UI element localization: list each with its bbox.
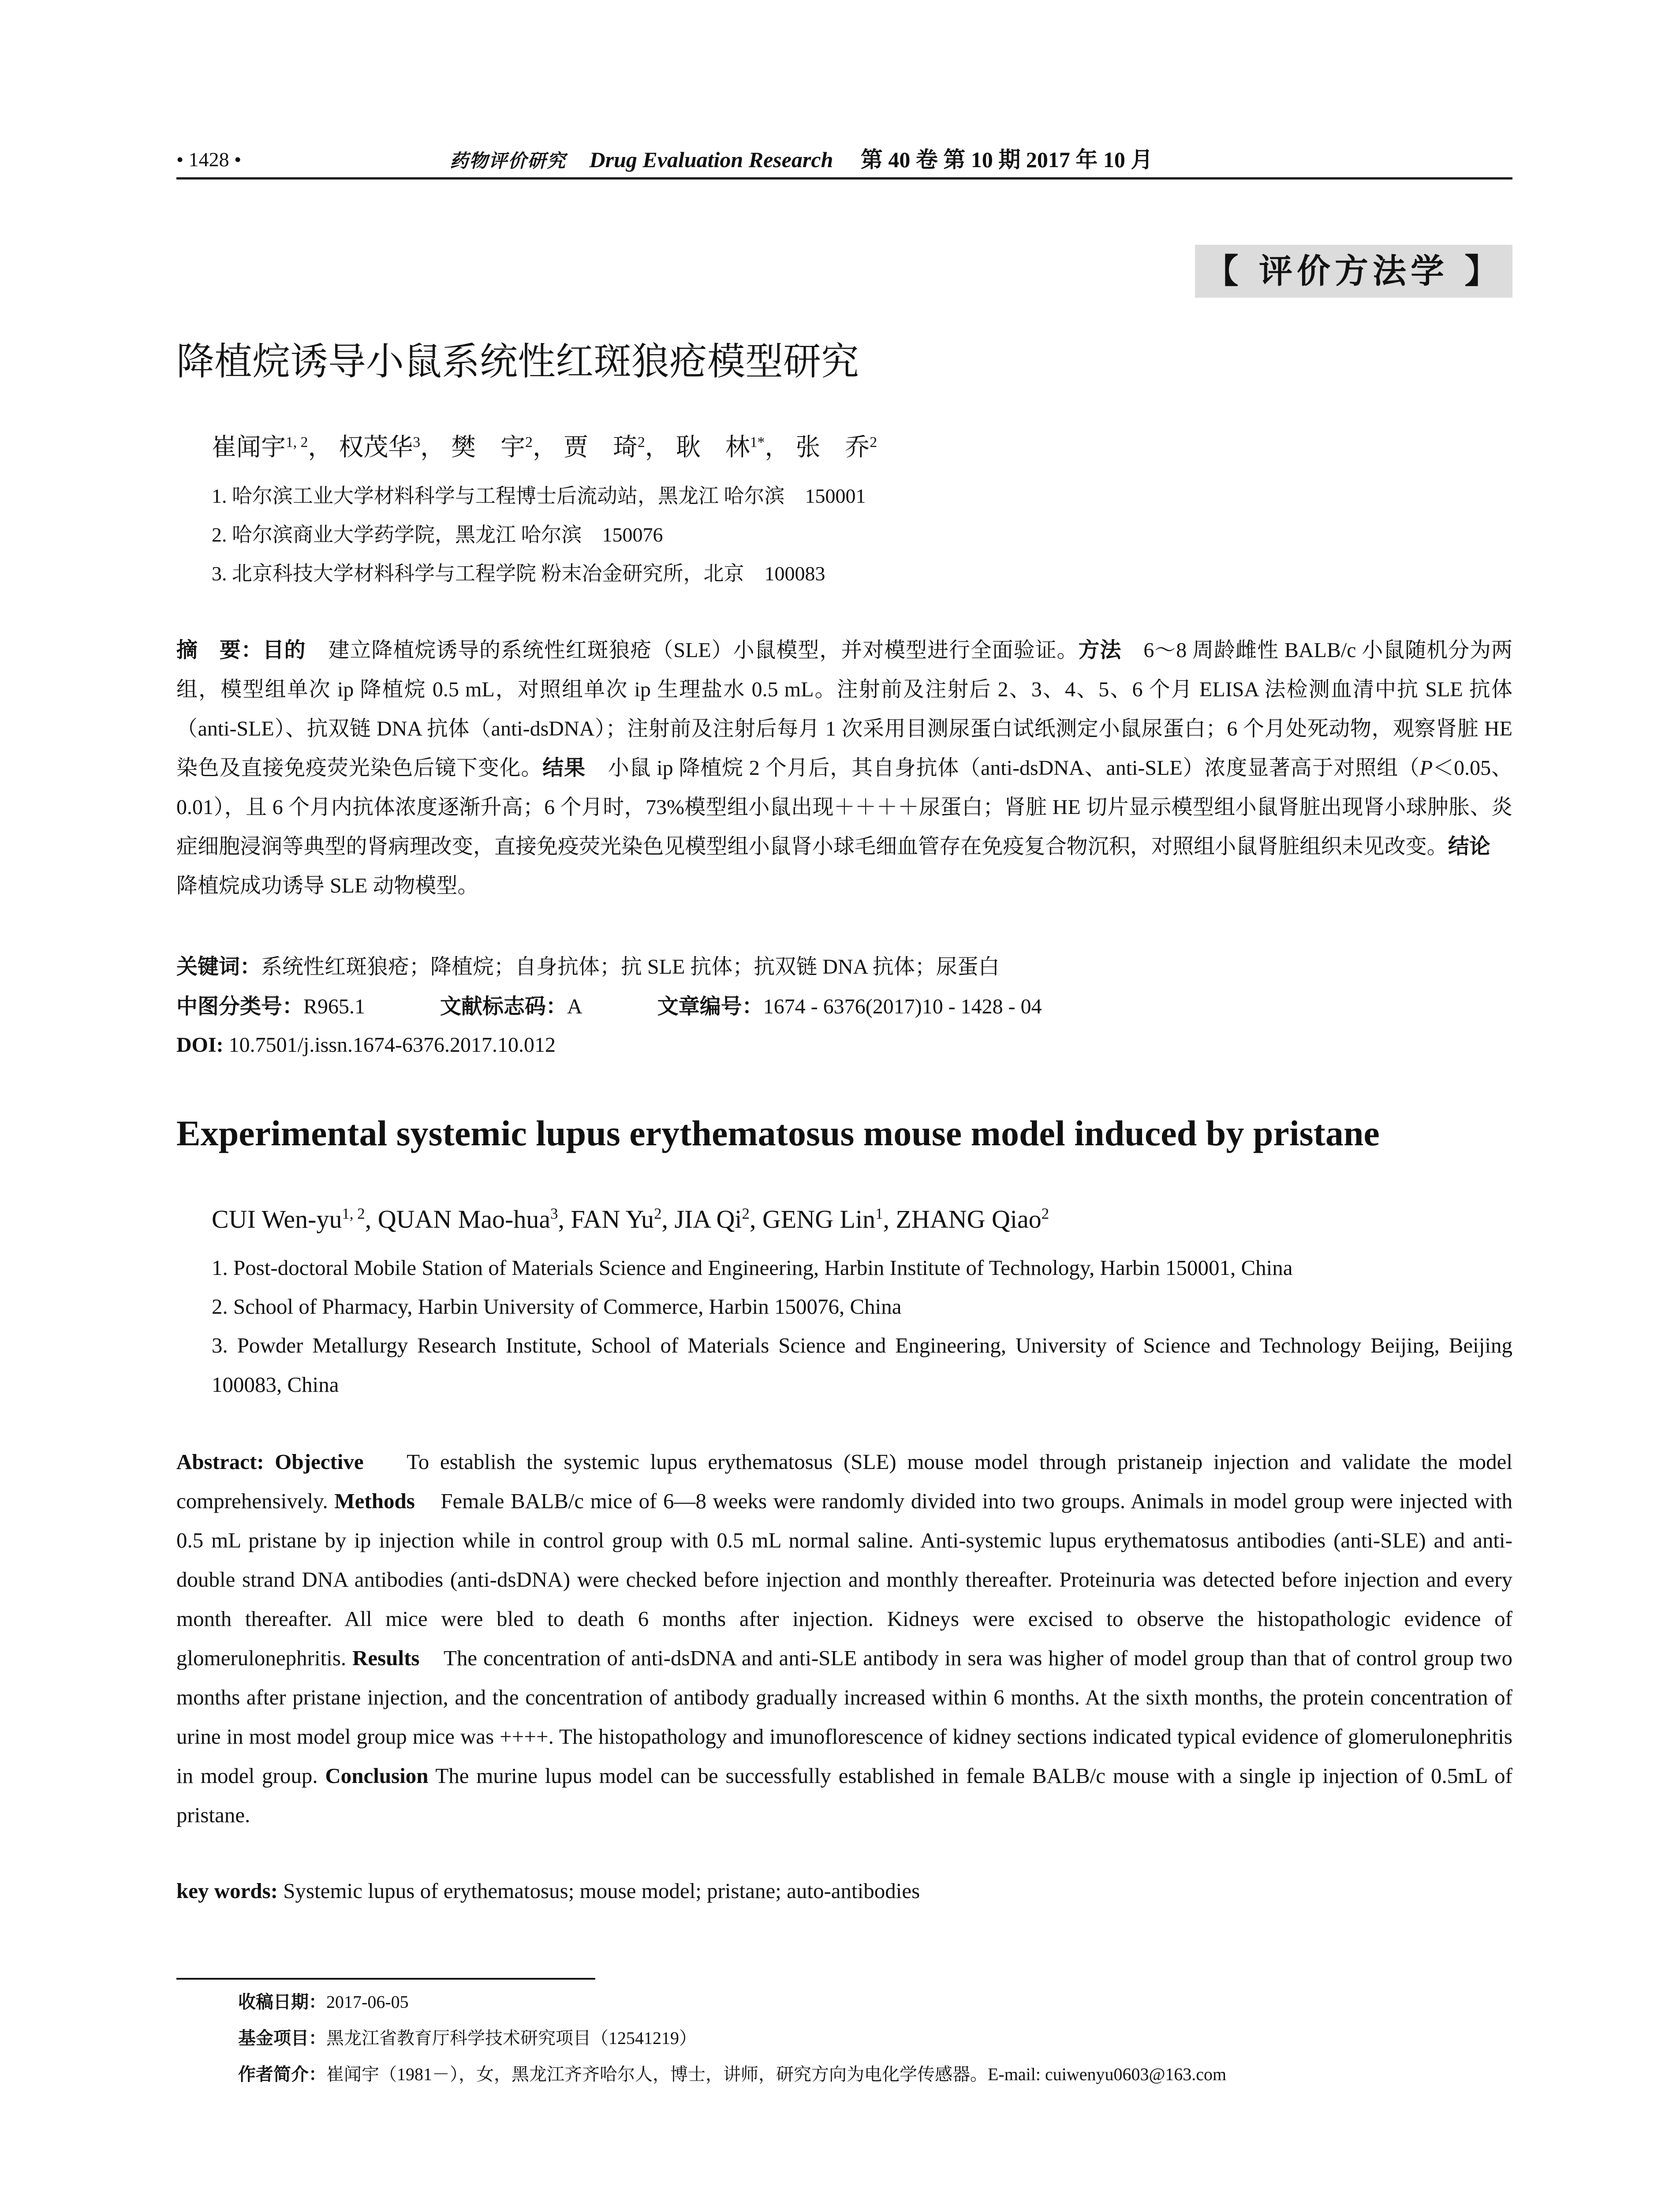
author-name: 崔闻宇: [212, 434, 286, 461]
classification-line: [176, 989, 1042, 1024]
author-name: 樊 宇: [451, 434, 526, 461]
author-bio-text: 崔闻宇（1981－），女，黑龙江齐齐哈尔人，博士，讲师，研究方向为电化学传感器。E-mail: cuiwenyu0603@163.com: [326, 2064, 1227, 2084]
author-affiliation-mark: 2: [637, 434, 645, 451]
affiliation-cn: 1. 哈尔滨工业大学材料科学与工程博士后流动站，黑龙江 哈尔滨 150001: [212, 485, 866, 507]
doi-label: DOI:: [176, 1033, 224, 1057]
fund-label: 基金项目：: [238, 2028, 326, 2048]
author-name: QUAN Mao-hua: [377, 1205, 551, 1233]
objective-text: To establish the systemic lupus erythematosus (SLE) mouse model through pristaneip injection and validate the model comprehensively.: [176, 1450, 1512, 1513]
footnote-fund: [238, 2021, 697, 2056]
objective-label: Objective: [275, 1450, 364, 1474]
abstract-label: Abstract:: [176, 1450, 264, 1474]
author-name: CUI Wen-yu: [212, 1205, 342, 1233]
affiliation-en: 3. Powder Metallurgy Research Institute, School of Materials Science and Engineering, University of Science and Technology Beijing, Beijing 100083, China: [212, 1333, 1512, 1397]
conclusion-text: The murine lupus model can be successfully established in female BALB/c mouse with a single ip injection of 0.5mL of pristane.: [176, 1764, 1512, 1827]
running-header: [176, 142, 1512, 177]
fund-text: 黑龙江省教育厅科学技术研究项目（12541219）: [326, 2028, 697, 2048]
title-en: Experimental systemic lupus erythematosus mouse model induced by pristane: [176, 1113, 1380, 1153]
author-affiliation-mark: 1: [875, 1205, 883, 1222]
journal-logo: 药物评价研究: [450, 151, 567, 172]
authors-en: CUI Wen-yu$^{1, 2}$, QUAN Mao-hua$^3$, FAN Yu$^2$, JIA Qi$^2$, GENG Lin$^1$, ZHANG Qiao$^2$: [212, 1205, 1049, 1233]
keywords-en: [176, 1873, 920, 1909]
author-affiliation-mark: 2: [525, 434, 533, 451]
objective-label: 目的: [262, 638, 306, 662]
affiliation-cn: 2. 哈尔滨商业大学药学院，黑龙江 哈尔滨 150076: [212, 523, 663, 546]
results-text: The concentration of anti-dsDNA and anti-SLE antibody in sera was higher of model group than that of control group two months after pristane injection, and the concentration of antibody gradually increased within 6 months. At the sixth months, the protein concentration of urine in most model group mice was ++++. The histopathology and imunoflorescence of kidney sections indicated typical evidence of glomerulonephritis in model group.: [176, 1646, 1513, 1788]
abstract-en: [176, 1442, 1512, 1835]
results-label: Results: [352, 1646, 420, 1670]
keywords-label: 关键词：: [176, 954, 261, 979]
affiliation-en: 1. Post-doctoral Mobile Station of Materials Science and Engineering, Harbin Institute of Technology, Harbin 150001, China: [212, 1256, 1293, 1280]
doc-code-value: A: [567, 995, 582, 1018]
author-affiliation-mark: 2: [870, 434, 877, 451]
title-cn: 降植烷诱导小鼠系统性红斑狼疮模型研究: [176, 340, 859, 384]
journal-issue: 第 40 卷 第 10 期 2017 年 10 月: [860, 147, 1153, 172]
methods-label: Methods: [334, 1489, 415, 1513]
results-label: 结果: [542, 755, 586, 780]
author-name: JIA Qi: [674, 1205, 742, 1233]
results-text: 小鼠 ip 降植烷 2 个月后，其自身抗体（anti-dsDNA、anti-SLE）浓度显著高于对照组（: [607, 756, 1420, 780]
p-value-symbol: P: [1419, 756, 1433, 780]
authors-cn: 崔闻宇$^{1, 2}$， 权茂华$^3$， 樊 宇$^2$， 贾 琦$^2$， 耿 林$^{1*}$， 张 乔$^2$: [212, 434, 877, 461]
clc-value: R965.1: [303, 995, 366, 1018]
keywords-text: Systemic lupus of erythematosus; mouse model; pristane; auto-antibodies: [283, 1879, 920, 1903]
header-rule: [176, 177, 1512, 179]
abstract-cn: [176, 631, 1512, 905]
received-date: 2017-06-05: [326, 1992, 409, 2012]
footnote-author: [238, 2057, 1226, 2092]
doc-code-label: 文献标志码：: [440, 994, 567, 1019]
journal-name: Drug Evaluation Research: [589, 147, 833, 172]
article-number-value: 1674 - 6376(2017)10 - 1428 - 04: [763, 995, 1042, 1018]
affiliation-cn: 3. 北京科技大学材料科学与工程学院 粉末冶金研究所，北京 100083: [212, 562, 825, 585]
results-text-cont: ＜0.05、0.01），且 6 个月内抗体浓度逐渐升高；6 个月时，73%模型组小鼠出现＋＋＋＋尿蛋白；肾脏 HE 切片显示模型组小鼠肾脏出现肾小球肿胀、炎症细胞浸润等典型的肾病理改变，直接免疫荧光染色见模型组小鼠肾小球毛细血管存在免疫复合物沉积，对照组小鼠肾脏组织未见改变。: [176, 756, 1512, 858]
keywords-cn: [176, 949, 1000, 985]
author-name: 耿 林: [676, 434, 750, 461]
doi-line: [176, 1028, 556, 1063]
author-bio-label: 作者简介：: [238, 2064, 326, 2085]
methods-text: Female BALB/c mice of 6—8 weeks were randomly divided into two groups. Animals in model group were injected with 0.5 mL pristane by ip injection while in control group with 0.5 mL normal saline. Anti-systemic lupus erythematosus antibodies (anti-SLE) and anti-double strand DNA antibodies (anti-dsDNA) were checked before injection and monthly thereafter. Proteinuria was detected before injection and every month thereafter. All mice were bled to death 6 months after injection. Kidneys were excised to observe the histopathologic evidence of glomerulonephritis.: [176, 1489, 1513, 1670]
abstract-label: 摘 要：: [176, 638, 263, 662]
keywords-text: 系统性红斑狼疮；降植烷；自身抗体；抗 SLE 抗体；抗双链 DNA 抗体；尿蛋白: [261, 955, 1000, 979]
author-affiliation-mark: 1, 2: [342, 1205, 365, 1222]
conclusion-label: Conclusion: [325, 1764, 429, 1788]
author-affiliation-mark: 2: [654, 1205, 662, 1222]
methods-label: 方法: [1078, 638, 1122, 662]
journal-info: [450, 142, 1153, 179]
author-name: ZHANG Qiao: [896, 1205, 1042, 1233]
received-label: 收稿日期：: [238, 1992, 326, 2012]
author-affiliation-mark: 1*: [750, 434, 765, 451]
conclusion-label: 结论: [1448, 834, 1490, 859]
author-name: 权茂华: [339, 434, 413, 461]
author-affiliation-mark: 3: [413, 434, 421, 451]
author-name: GENG Lin: [762, 1205, 876, 1233]
author-affiliation-mark: 3: [550, 1205, 558, 1222]
author-affiliation-mark: 2: [1041, 1205, 1049, 1222]
methods-text: 6～8 周龄雌性 BALB/c 小鼠随机分为两组，模型组单次 ip 降植烷 0.5 mL，对照组单次 ip 生理盐水 0.5 mL。注射前及注射后 2、3、4、5、6 个月 ELISA 法检测血清中抗 SLE 抗体（anti-SLE）、抗双链 DNA 抗体（anti-dsDNA）；注射前及注射后每月 1 次采用目测尿蛋白试纸测定小鼠尿蛋白；6 个月处死动物，观察肾脏 HE 染色及直接免疫荧光染色后镜下变化。: [176, 639, 1512, 780]
author-name: FAN Yu: [571, 1205, 654, 1233]
footnote-rule: [176, 1978, 595, 1980]
page-number: • 1428 •: [176, 148, 242, 171]
footnote-received: [238, 1984, 409, 2020]
author-name: 贾 琦: [563, 434, 638, 461]
author-name: 张 乔: [795, 434, 870, 461]
section-tag: 【 评价方法学 】: [1195, 245, 1512, 298]
keywords-label: key words:: [176, 1879, 278, 1903]
clc-label: 中图分类号：: [176, 994, 304, 1019]
doi-value: 10.7501/j.issn.1674-6376.2017.10.012: [228, 1033, 556, 1057]
objective-text: 建立降植烷诱导的系统性红斑狼疮（SLE）小鼠模型，并对模型进行全面验证。: [328, 639, 1079, 662]
author-affiliation-mark: 2: [742, 1205, 750, 1222]
conclusion-text: 降植烷成功诱导 SLE 动物模型。: [176, 874, 479, 897]
affiliation-en: 2. School of Pharmacy, Harbin University of Commerce, Harbin 150076, China: [212, 1294, 902, 1319]
author-affiliation-mark: 1, 2: [286, 434, 308, 451]
article-number-label: 文章编号：: [657, 994, 763, 1019]
